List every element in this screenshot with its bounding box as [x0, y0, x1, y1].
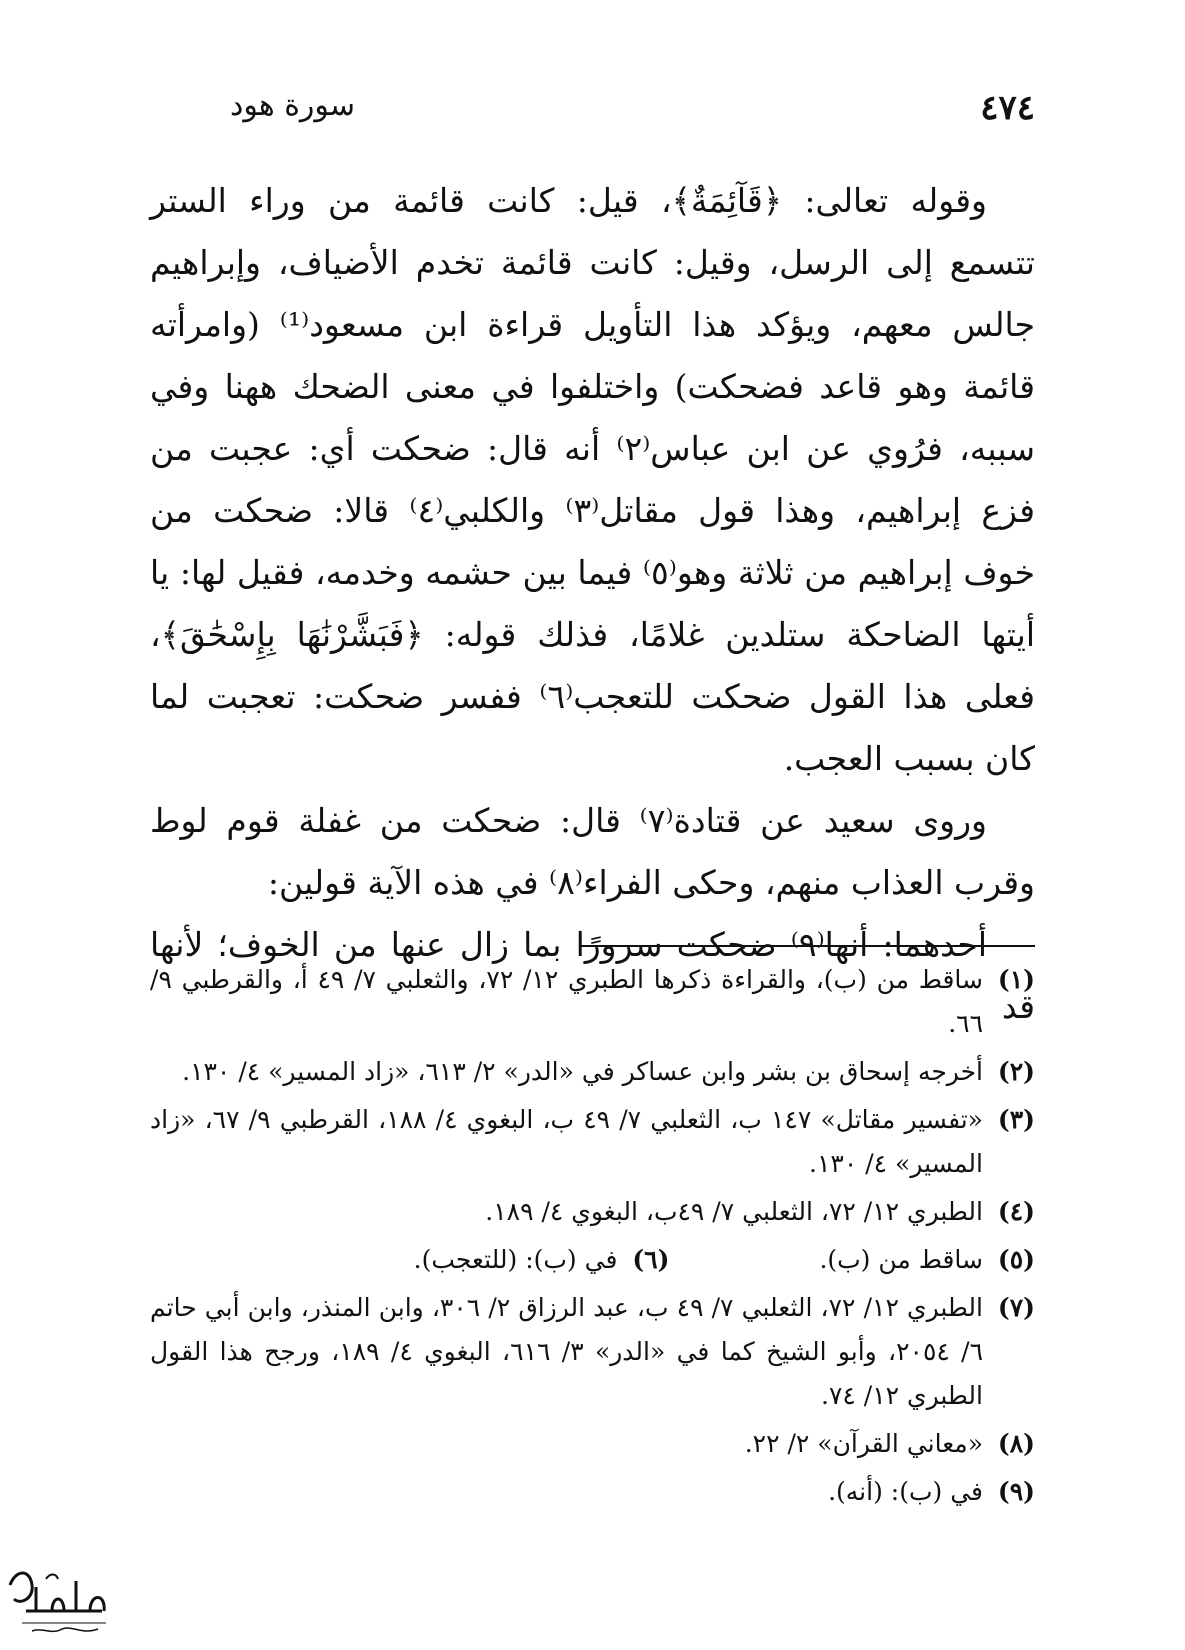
footnote-text: «تفسير مقاتل» ١٤٧ ب، الثعلبي ٧/ ٤٩ ب، البغوي ٤/ ١٨٨، القرطبي ٩/ ٦٧، «زاد المسير» ٤/ ١٣٠. [150, 1105, 983, 1178]
footnote-2 [150, 1050, 1035, 1094]
footnote-9 [150, 1470, 1035, 1514]
footnote-text: في (ب): (أنه). [828, 1477, 983, 1506]
footnote-number: (٣) [997, 1105, 1035, 1134]
footnote-text: في (ب): (للتعجب). [413, 1245, 618, 1274]
footnote-number: (١) [997, 965, 1035, 994]
footnote-pair [150, 1238, 1035, 1286]
footnote-8 [150, 1422, 1035, 1466]
footnote-number: (٢) [997, 1057, 1035, 1086]
footnote-separator [580, 945, 1035, 947]
library-stamp-logo [2, 1565, 117, 1643]
page-number: ٤٧٤ [980, 88, 1035, 128]
paragraph-1: وقوله تعالى: ﴿قَآئِمَةٌ﴾، قيل: كانت قائمة من وراء الستر تتسمع إلى الرسل، وقيل: كانت قائمة تخدم الأضياف، وإبراهيم جالس معهم، ويؤكد هذا التأويل قراءة ابن مسعود⁽¹⁾ (وامرأته قائمة وهو قاعد فضحكت) واختلفوا في معنى الضحك ههنا وفي سببه، فرُوي عن ابن عباس⁽٢⁾ أنه قال: ضحكت أي: عجبت من فزع إبراهيم، وهذا قول مقاتل⁽٣⁾ والكلبي⁽٤⁾ قالا: ضحكت من خوف إبراهيم من ثلاثة وهو⁽٥⁾ فيما بين حشمه وخدمه، فقيل لها: يا أيتها الضاحكة ستلدين غلامًا، فذلك قوله: ﴿فَبَشَّرْنَٰهَا بِإِسْحَٰقَ﴾، فعلى هذا القول ضحكت للتعجب⁽٦⁾ ففسر ضحكت: تعجبت لما كان بسبب العجب. [150, 181, 1035, 778]
footnote-text: الطبري ١٢/ ٧٢، الثعلبي ٧/ ٤٩ب، البغوي ٤/ ١٨٩. [485, 1197, 983, 1226]
surah-title: سورة هود [230, 88, 356, 123]
footnote-text: أخرجه إسحاق بن بشر وابن عساكر في «الدر» ٢/ ٦١٣، «زاد المسير» ٤/ ١٣٠. [182, 1057, 983, 1086]
footnote-number: (٧) [997, 1293, 1035, 1322]
footnote-number: (٩) [997, 1477, 1035, 1506]
footnote-6 [414, 1238, 670, 1282]
footnote-7 [150, 1286, 1035, 1418]
footnote-text: ساقط من (ب). [819, 1245, 983, 1274]
main-text [150, 170, 1035, 1038]
footnote-number: (٤) [997, 1197, 1035, 1226]
footnote-number: (٨) [997, 1429, 1035, 1458]
footnote-5 [819, 1238, 1035, 1282]
footnote-1 [150, 958, 1035, 1046]
page-header [150, 88, 1035, 138]
footnote-4 [150, 1190, 1035, 1234]
footnote-text: «معاني القرآن» ٢/ ٢٢. [744, 1429, 983, 1458]
paragraph-3: أحدهما: أنها⁽٩⁾ ضحكت سرورًا بما زال عنها من الخوف؛ لأنها قد [150, 925, 1035, 1026]
footnote-text: ساقط من (ب)، والقراءة ذكرها الطبري ١٢/ ٧٢، والثعلبي ٧/ ٤٩ أ، والقرطبي ٩/ ٦٦. [150, 965, 983, 1038]
footnote-number: (٦) [632, 1245, 670, 1274]
footnote-text: الطبري ١٢/ ٧٢، الثعلبي ٧/ ٤٩ ب، عبد الرزاق ٢/ ٣٠٦، وابن المنذر، وابن أبي حاتم ٦/ ٢٠٥٤، وأبو الشيخ كما في «الدر» ٣/ ٦١٦، البغوي ٤/ ١٨٩، ورجح هذا القول الطبري ١٢/ ٧٤. [150, 1293, 984, 1410]
footnote-number: (٥) [997, 1245, 1035, 1274]
footnote-3 [150, 1098, 1035, 1186]
footnotes [150, 958, 1035, 1518]
paragraph-2: وروى سعيد عن قتادة⁽٧⁾ قال: ضحكت من غفلة قوم لوط وقرب العذاب منهم، وحكى الفراء⁽٨⁾ في هذه الآية قولين: [150, 801, 1035, 902]
